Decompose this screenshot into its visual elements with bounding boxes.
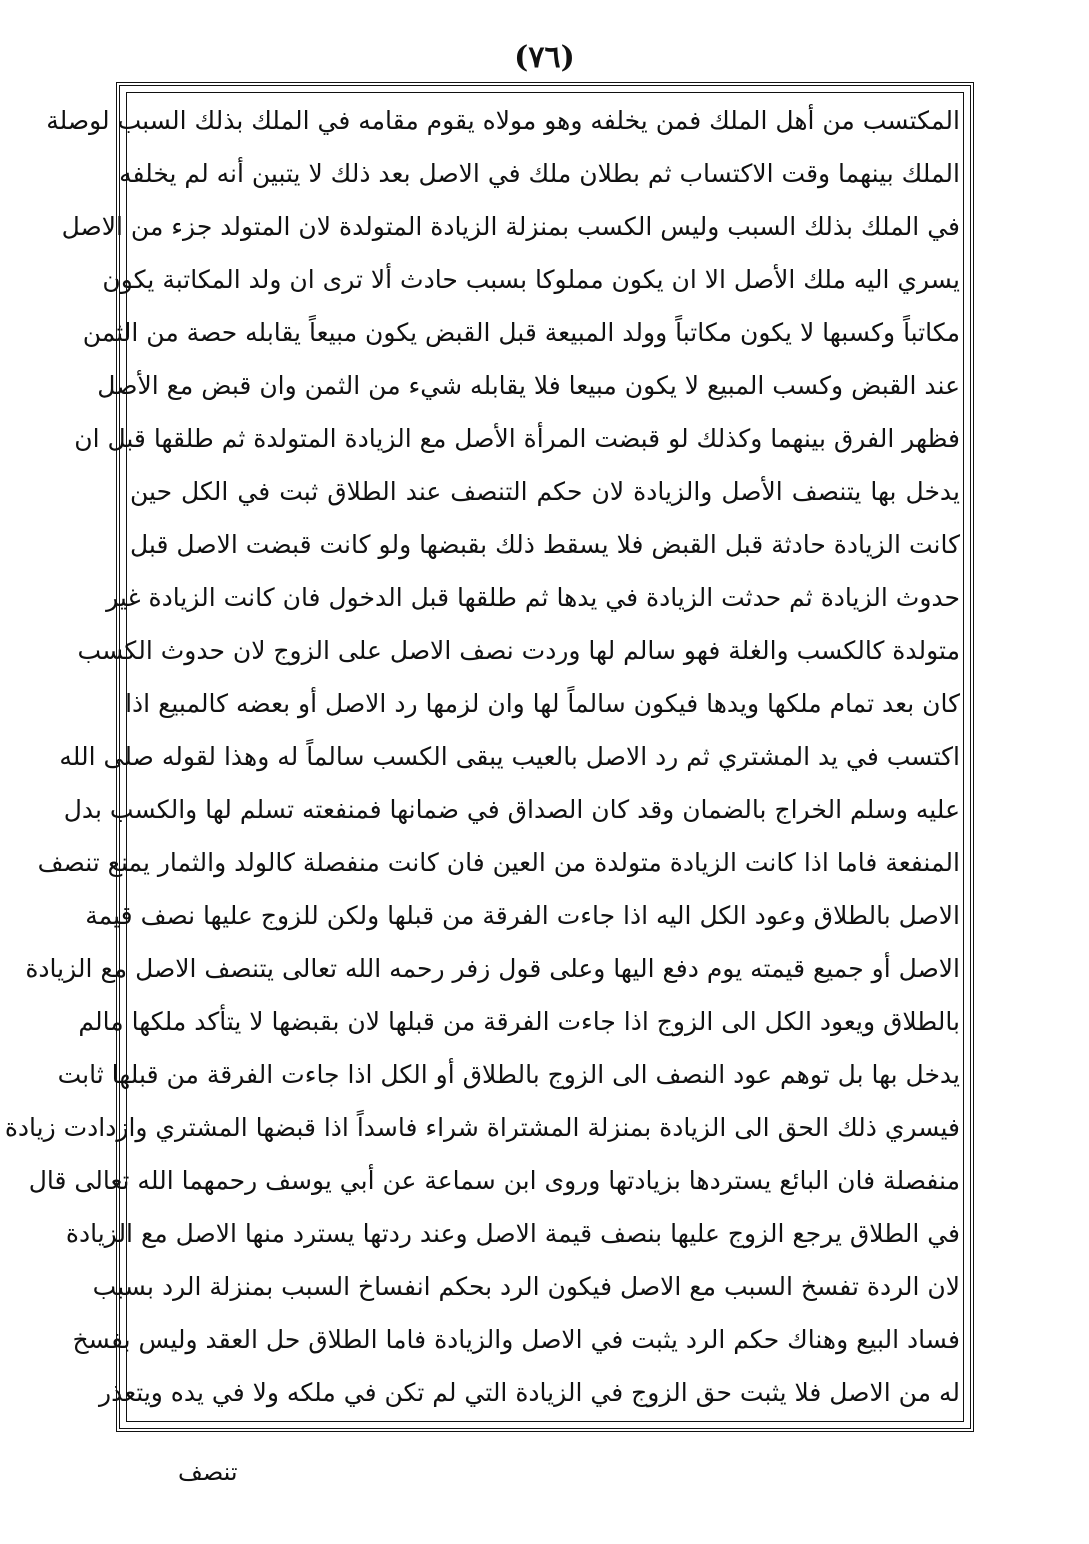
text-line: المنفعة فاما اذا كانت الزيادة متولدة من العين فان كانت منفصلة كالولد والثمار يمنع تنصف [37, 848, 960, 877]
text-line: كان بعد تمام ملكها ويدها فيكون سالماً لها وان لزمها رد الاصل أو بعضه كالمبيع اذا [125, 689, 960, 718]
text-line: فيسري ذلك الحق الى الزيادة بمنزلة المشتراة شراء فاسداً اذا قبضها المشتري وازدادت زيادة [4, 1113, 960, 1142]
body-text [4, 98, 960, 1416]
text-line: منفصلة فان البائع يستردها بزيادتها وروى ابن سماعة عن أبي يوسف رحمهما الله تعالى قال [28, 1166, 960, 1195]
text-line: يدخل بها يتنصف الأصل والزيادة لان حكم التنصف عند الطلاق ثبت في الكل حين [130, 477, 960, 506]
text-line: الملك بينهما وقت الاكتساب ثم بطلان ملك في الاصل بعد ذلك لا يتبين أنه لم يخلفه [119, 159, 960, 188]
text-line: لان الردة تفسخ السبب مع الاصل فيكون الرد بحكم انفساخ السبب بمنزلة الرد بسبب [92, 1272, 960, 1301]
text-line: عند القبض وكسب المبيع لا يكون مبيعا فلا يقابله شيء من الثمن وان قبض مع الأصل [97, 371, 960, 400]
text-line: اكتسب في يد المشتري ثم رد الاصل بالعيب يبقى الكسب سالماً له وهذا لقوله صلى الله [59, 742, 960, 771]
text-line: بالطلاق ويعود الكل الى الزوج اذا جاءت الفرقة من قبلها لان بقبضها لا يتأكد ملكها مالم [78, 1007, 960, 1036]
text-line: كانت الزيادة حادثة قبل القبض فلا يسقط ذلك بقبضها ولو كانت قبضت الاصل قبل [130, 530, 960, 559]
text-line: متولدة كالكسب والغلة فهو سالم لها وردت نصف الاصل على الزوج لان حدوث الكسب [77, 636, 960, 665]
text-line: يسري اليه ملك الأصل الا ان يكون مملوكا بسبب حادث ألا ترى ان ولد المكاتبة يكون [102, 265, 960, 294]
catchword: تنصف [178, 1458, 238, 1486]
text-line: يدخل بها بل توهم عود النصف الى الزوج بالطلاق أو الكل اذا جاءت الفرقة من قبلها ثابت [57, 1060, 960, 1089]
text-line: المكتسب من أهل الملك فمن يخلفه وهو مولاه يقوم مقامه في الملك بذلك السبب لوصلة [46, 106, 960, 135]
text-line: مكاتباً وكسبها لا يكون مكاتباً وولد المبيعة قبل القبض يكون مبيعاً يقابله حصة من الثمن [82, 318, 960, 347]
text-frame [4, 82, 974, 1432]
text-line: في الملك بذلك السبب وليس الكسب بمنزلة الزيادة المتولدة لان المتولد جزء من الاصل [61, 212, 960, 241]
text-line: فظهر الفرق بينهما وكذلك لو قبضت المرأة الأصل مع الزيادة المتولدة ثم طلقها قبل ان [74, 424, 960, 453]
text-line: له من الاصل فلا يثبت حق الزوج في الزيادة التي لم تكن في ملكه ولا في يده ويتعذر [99, 1378, 960, 1407]
text-line: فساد البيع وهناك حكم الرد يثبت في الاصل والزيادة فاما الطلاق حل العقد وليس بفسخ [72, 1325, 960, 1354]
text-line: الاصل بالطلاق وعود الكل اليه اذا جاءت الفرقة من قبلها ولكن للزوج عليها نصف قيمة [85, 901, 960, 930]
text-line: حدوث الزيادة ثم حدثت الزيادة في يدها ثم طلقها قبل الدخول فان كانت الزيادة غير [106, 583, 960, 612]
page-number: (٧٦) [514, 40, 575, 75]
text-line: في الطلاق يرجع الزوج عليها بنصف قيمة الاصل وعند ردتها يسترد منها الاصل مع الزيادة [65, 1219, 960, 1248]
text-line: عليه وسلم الخراج بالضمان وقد كان الصداق في ضمانها فمنفعته تسلم لها والكسب بدل [63, 795, 960, 824]
text-line: الاصل أو جميع قيمته يوم دفع اليها وعلى قول زفر رحمه الله تعالى يتنصف الاصل مع الزيادة [25, 954, 960, 983]
